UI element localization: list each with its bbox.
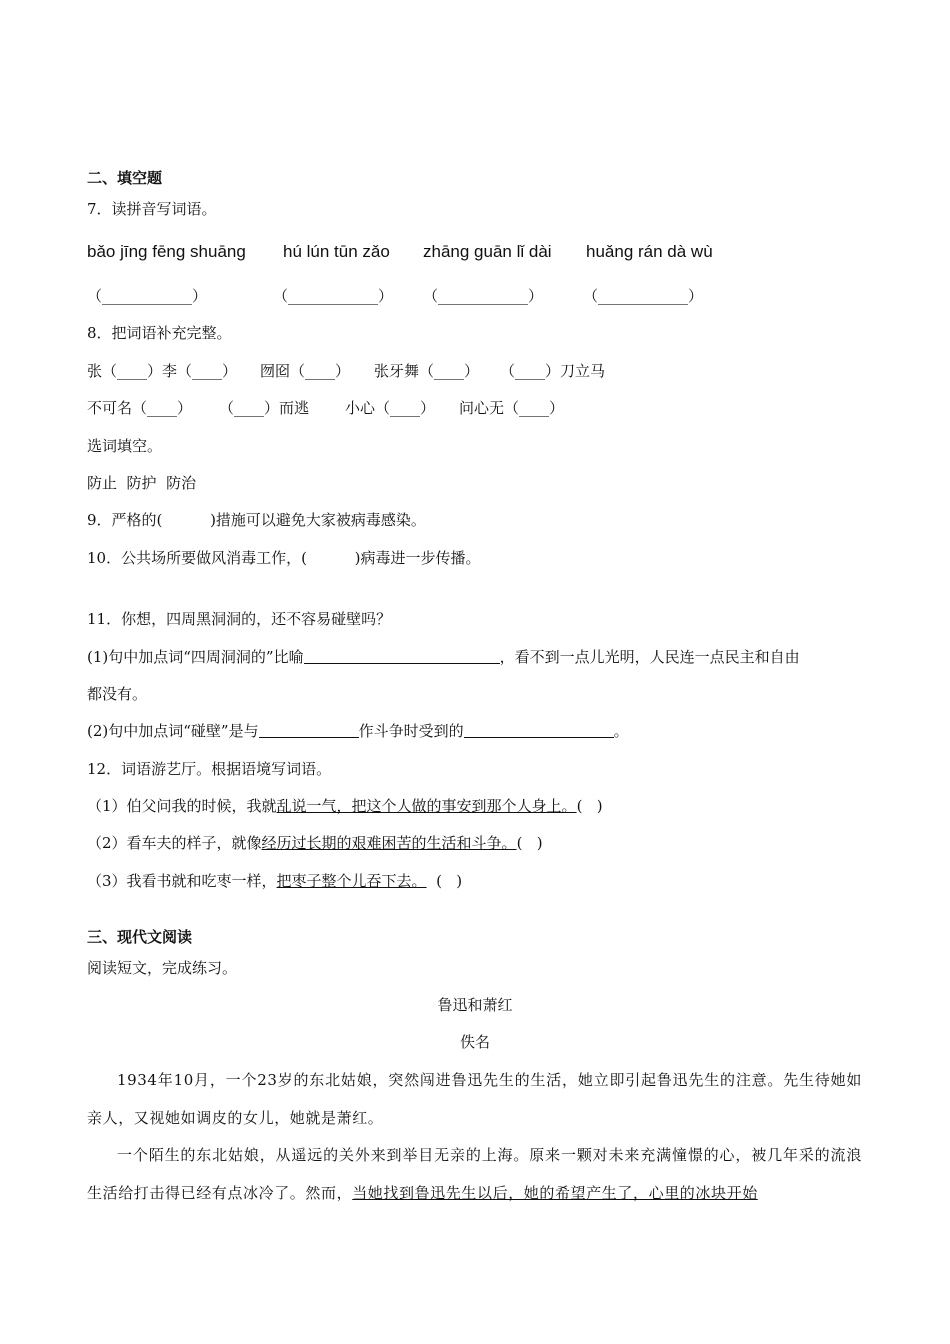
answer-blank-3[interactable]: （____________） xyxy=(423,287,544,305)
question-11-part-1 xyxy=(87,647,800,667)
q11-p2-blank-1[interactable] xyxy=(259,723,359,738)
q11-p1-after: ，看不到一点儿光明，人民连一点民主和自由 xyxy=(499,648,800,666)
q12-s1-pre: （1）伯父问我的时候，我就 xyxy=(87,797,277,815)
section-title-fill-blank: 二、填空题 xyxy=(87,169,163,187)
section-title-reading: 三、现代文阅读 xyxy=(87,928,193,946)
q12-s1-answer[interactable]: ( ) xyxy=(576,797,603,815)
q11-p2-blank-2[interactable] xyxy=(464,723,614,738)
idiom-blank-6[interactable]: （____）而逃 xyxy=(219,399,310,417)
choose-words-options: 防止 防护 防治 xyxy=(87,474,197,492)
q11-p2-a: (2)句中加点词“碰壁”是与 xyxy=(87,722,259,740)
question-7-stem: 7．读拼音写词语。 xyxy=(87,200,217,218)
para2-underlined: 当她找到鲁迅先生以后，她的希望产生了，心里的冰块开始 xyxy=(352,1184,758,1202)
answer-blank-2[interactable]: （____________） xyxy=(273,287,394,305)
idiom-blank-4[interactable]: （____）刀立马 xyxy=(500,362,606,380)
q12-s3-underlined: 把枣子整个儿吞下去。 xyxy=(276,872,427,890)
idiom-blank-2[interactable]: 囫囵（____） xyxy=(260,362,351,380)
q11-p1-before: (1)句中加点词“四周洞洞的”比喻 xyxy=(87,648,304,666)
q11-p2-b: 作斗争时受到的 xyxy=(358,722,464,740)
idiom-blank-1[interactable]: 张（____）李（____） xyxy=(87,362,238,380)
para2-plain: 一个陌生的东北姑娘，从遥远的关外来到举目无亲的上海。原来一颗对未来充满憧憬的心，被几年采的流浪生活给打击得已经有点冰冷了。然而， xyxy=(87,1146,862,1202)
question-8-stem: 8．把词语补充完整。 xyxy=(87,324,232,342)
idiom-blank-7[interactable]: 小心（____） xyxy=(345,399,436,417)
article-author: 佚名 xyxy=(459,1033,490,1051)
choose-words-stem: 选词填空。 xyxy=(87,437,163,455)
pinyin-1: bǎo jīng fēng shuāng xyxy=(87,242,246,261)
idiom-blank-8[interactable]: 问心无（____） xyxy=(459,399,565,417)
q12-s2-pre: （2）看车夫的样子，就像 xyxy=(87,834,262,852)
question-11-part-2 xyxy=(87,721,629,741)
q12-sentence-1 xyxy=(87,796,603,816)
q12-s3-answer[interactable]: ( ) xyxy=(426,872,463,890)
question-9: 9．严格的( )措施可以避免大家被病毒感染。 xyxy=(87,511,426,529)
question-11-stem: 11．你想，四周黑洞洞的，还不容易碰壁吗？ xyxy=(87,610,392,628)
q12-sentence-2 xyxy=(87,833,543,853)
reading-intro: 阅读短文，完成练习。 xyxy=(87,959,238,977)
q12-s2-underlined: 经历过长期的艰难困苦的生活和斗争。 xyxy=(261,834,517,852)
idiom-blank-3[interactable]: 张牙舞（____） xyxy=(374,362,480,380)
question-12-stem: 12．词语游艺厅。根据语境写词语。 xyxy=(87,760,332,778)
article-title: 鲁迅和萧红 xyxy=(437,996,513,1014)
idiom-blank-5[interactable]: 不可名（____） xyxy=(87,399,193,417)
pinyin-3: zhāng guān lǐ dài xyxy=(423,242,552,261)
q12-s2-answer[interactable]: ( ) xyxy=(516,834,543,852)
pinyin-2: hú lún tūn zǎo xyxy=(283,242,390,261)
q11-p1-continued: 都没有。 xyxy=(87,685,148,703)
article-paragraph-2 xyxy=(87,1136,862,1212)
q11-p1-blank[interactable] xyxy=(304,649,500,664)
question-10: 10．公共场所要做风消毒工作，( )病毒进一步传播。 xyxy=(87,549,481,567)
q12-s3-pre: （3）我看书就和吃枣一样， xyxy=(87,872,277,890)
pinyin-4: huǎng rán dà wù xyxy=(586,242,713,261)
q12-s1-underlined: 乱说一气，把这个人做的事安到那个人身上。 xyxy=(276,797,577,815)
answer-blank-4[interactable]: （____________） xyxy=(583,287,704,305)
q12-sentence-3 xyxy=(87,871,462,891)
q11-p2-c: 。 xyxy=(613,722,629,740)
article-paragraph-1: 1934年10月，一个23岁的东北姑娘，突然闯进鲁迅先生的生活，她立即引起鲁迅先生的注意。先生待她如亲人，又视她如调皮的女儿，她就是萧红。 xyxy=(87,1071,862,1127)
answer-blank-1[interactable]: （____________） xyxy=(87,287,208,305)
